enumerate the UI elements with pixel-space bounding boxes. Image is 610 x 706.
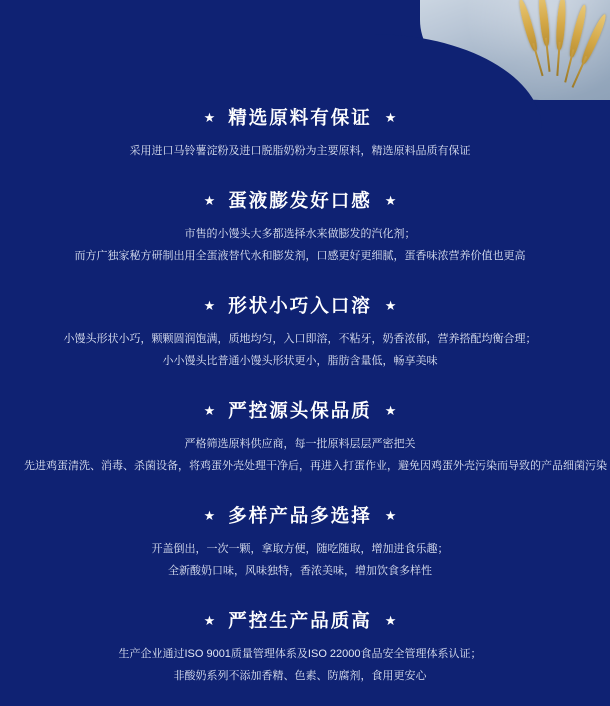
body-line: 全新酸奶口味，风味独特，香浓美味，增加饮食多样性 (168, 565, 432, 578)
star-icon: ★ (203, 612, 216, 628)
body-line: 严格筛选原料供应商，每一批原料层层严密把关 (184, 438, 416, 451)
body-line: 市售的小馒头大多都选择水来做膨发的汽化剂； (184, 228, 416, 241)
star-icon: ★ (203, 297, 216, 313)
body-line: 小馒头形状小巧，颗颗圆润饱满，质地均匀，入口即溶，不粘牙，奶香浓郁，营养搭配均衡合理； (63, 333, 537, 346)
section-heading (24, 187, 576, 213)
body-line: 采用进口马铃薯淀粉及进口脱脂奶粉为主要原料，精选原料品质有保证 (129, 145, 471, 157)
star-icon: ★ (384, 612, 397, 628)
section-body (24, 226, 576, 265)
body-line: 而方广独家秘方研制出用全蛋液替代水和膨发剂，口感更好更细腻，蛋香味浓营养价值也更高 (74, 250, 526, 263)
section-title: 形状小巧入口溶 (228, 296, 372, 318)
feature-section-1 (24, 104, 576, 160)
feature-section-5 (24, 502, 576, 580)
section-title: 多样产品多选择 (228, 506, 372, 528)
section-heading (24, 104, 576, 130)
star-icon: ★ (203, 192, 216, 208)
section-body (24, 646, 576, 685)
section-title: 严控生产品质高 (228, 611, 372, 633)
star-icon: ★ (384, 402, 397, 418)
star-icon: ★ (203, 402, 216, 418)
star-icon: ★ (384, 109, 397, 125)
feature-section-6 (24, 607, 576, 685)
section-body (24, 436, 607, 475)
section-heading (24, 607, 576, 633)
star-icon: ★ (384, 507, 397, 523)
section-title: 蛋液膨发好口感 (228, 191, 372, 213)
body-line: 非酸奶系列不添加香精、色素、防腐剂，食用更安心 (173, 670, 427, 683)
feature-section-4 (24, 397, 607, 475)
section-heading (24, 292, 576, 318)
body-line: 生产企业通过ISO 9001质量管理体系及ISO 22000食品安全管理体系认证； (118, 648, 482, 661)
body-line: 先进鸡蛋清洗、消毒、杀菌设备，将鸡蛋外壳处理干净后，再进入打蛋作业，避免因鸡蛋外壳污染而导致的产品细菌污染 (24, 460, 607, 473)
section-title: 严控源头保品质 (228, 401, 372, 423)
star-icon: ★ (203, 109, 216, 125)
star-icon: ★ (384, 192, 397, 208)
body-line: 小小馒头比普通小馒头形状更小，脂肪含量低，畅享美味 (162, 355, 438, 368)
star-icon: ★ (203, 507, 216, 523)
section-body (24, 541, 576, 580)
section-body (24, 331, 576, 370)
section-title: 精选原料有保证 (228, 108, 372, 129)
section-heading (24, 397, 576, 423)
section-body (24, 143, 576, 160)
feature-section-2 (24, 187, 576, 265)
feature-section-3 (24, 292, 576, 370)
section-heading (24, 502, 576, 528)
body-line: 开盖倒出，一次一颗，拿取方便，随吃随取，增加进食乐趣； (151, 543, 449, 556)
star-icon: ★ (384, 297, 397, 313)
